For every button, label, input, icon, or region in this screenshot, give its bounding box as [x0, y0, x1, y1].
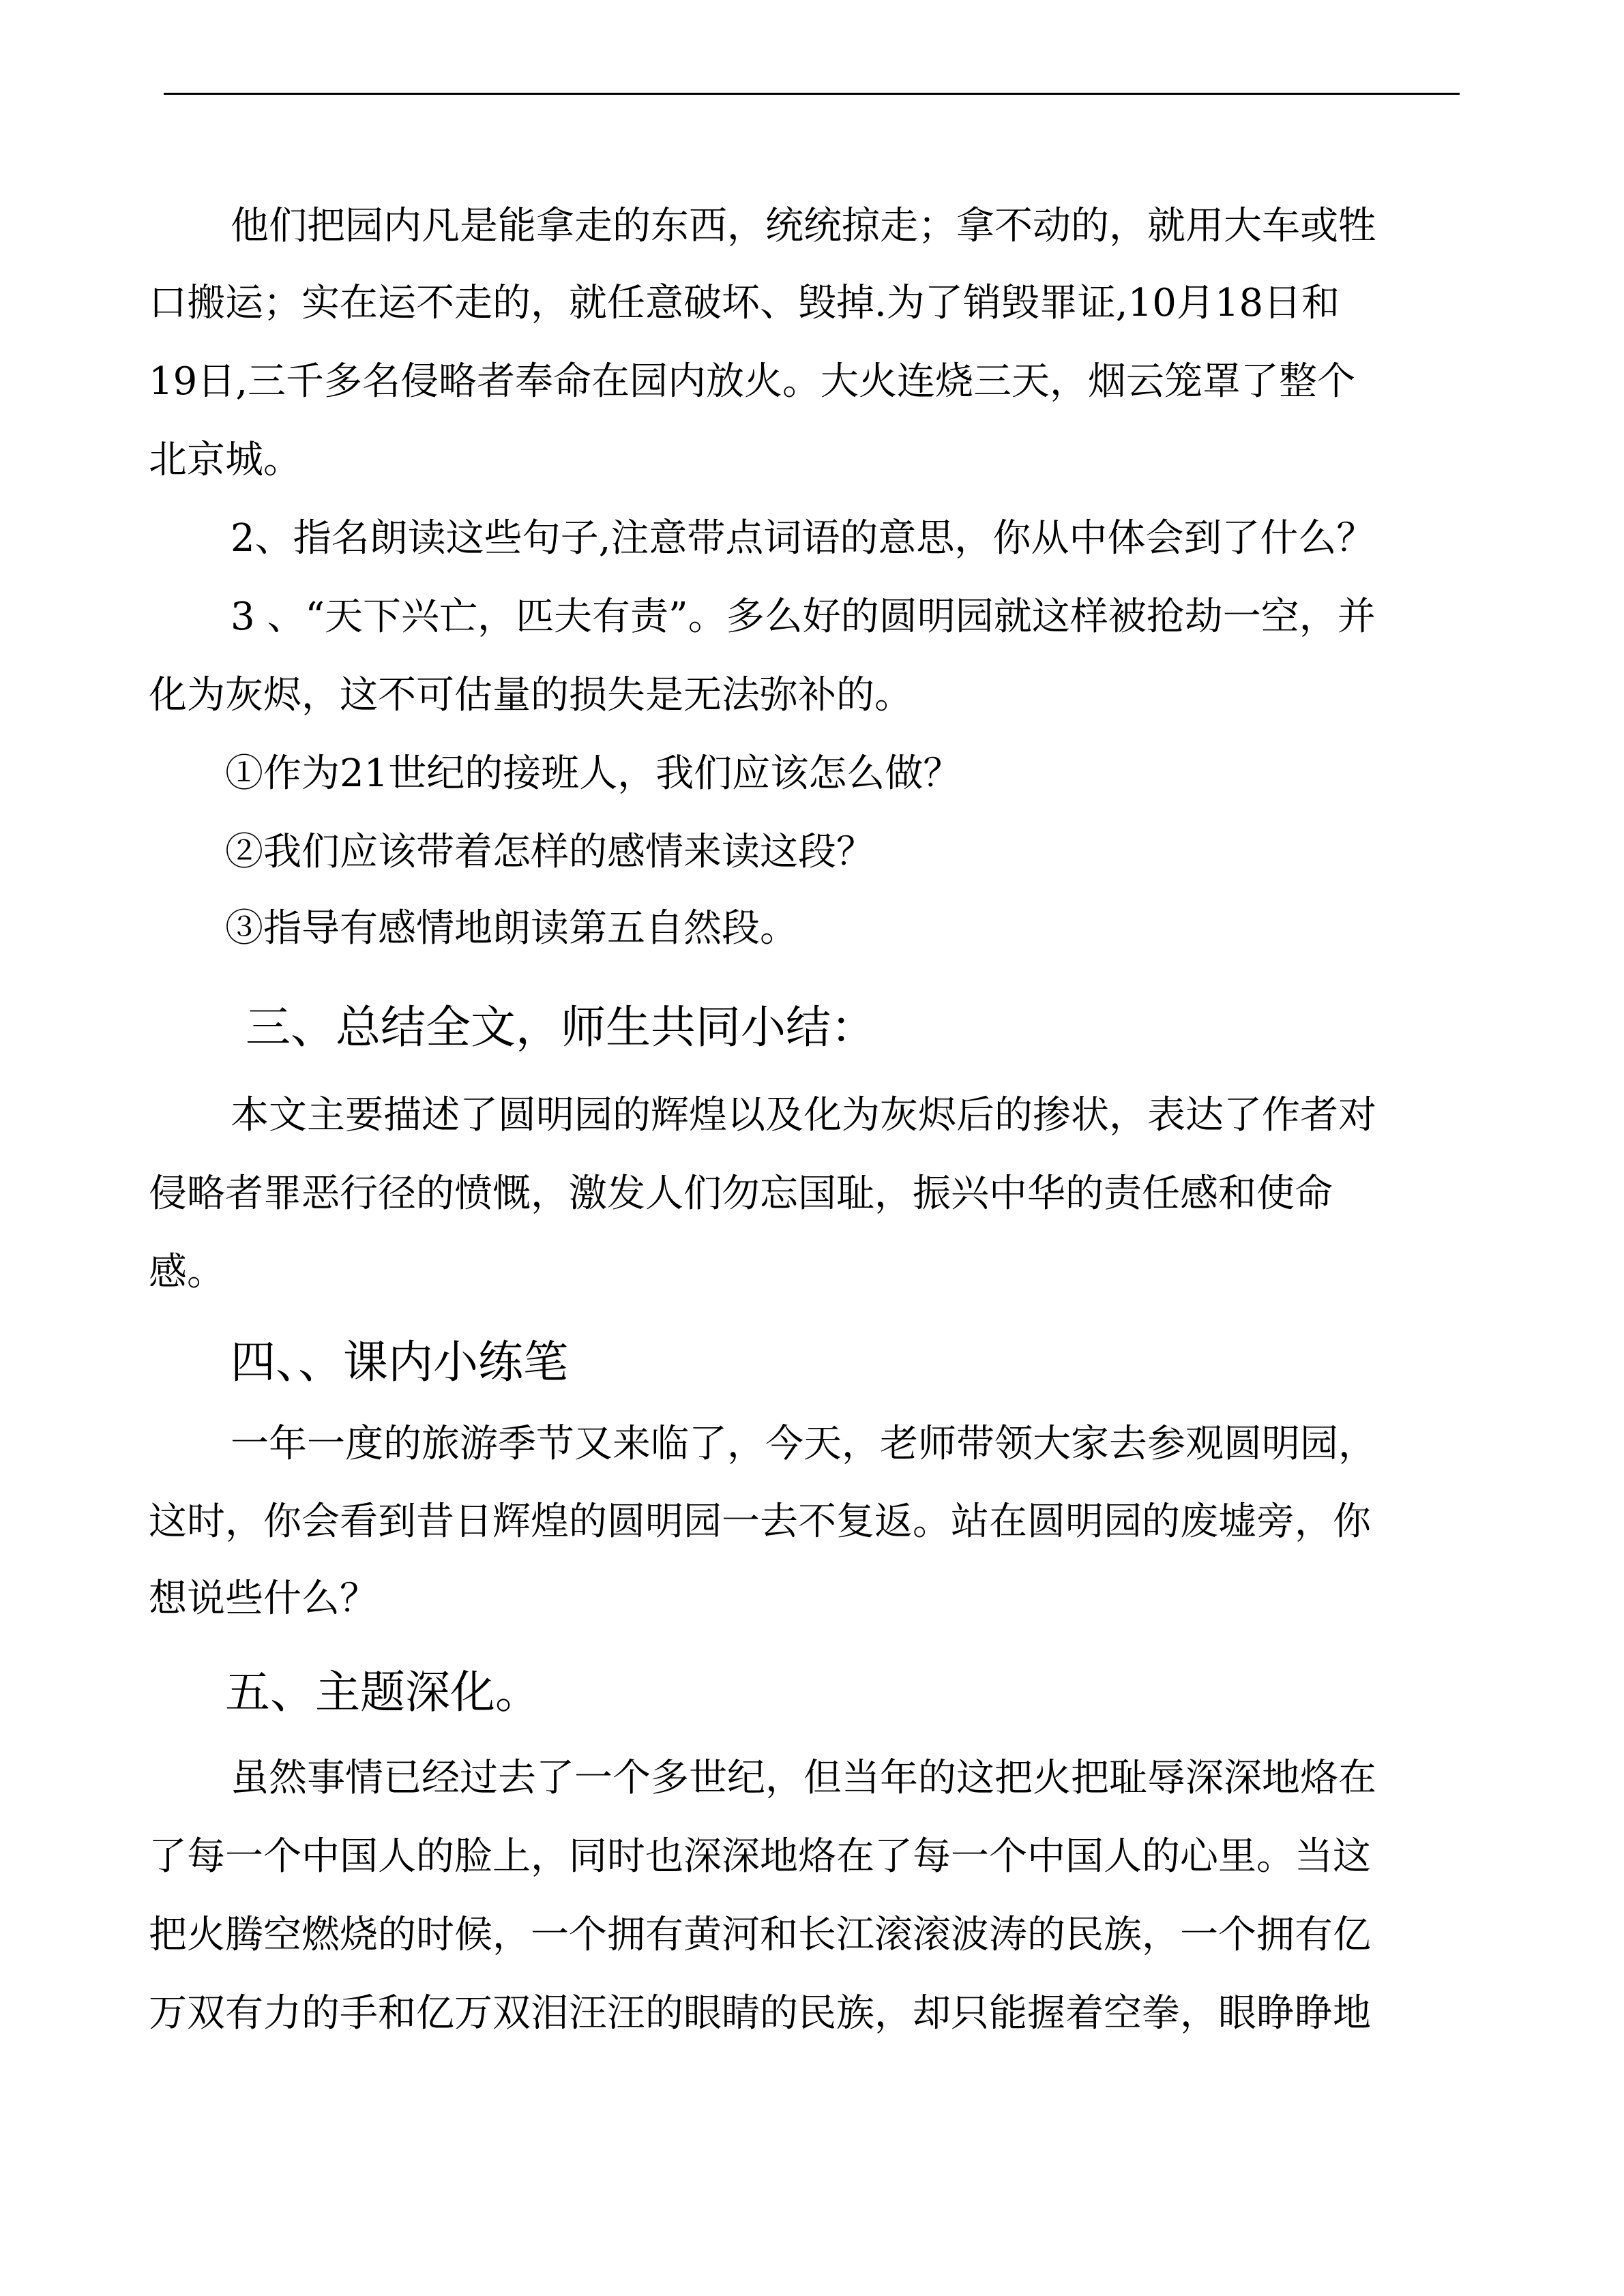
paragraph-line: 感。 [149, 1250, 225, 1294]
paragraph-line: 侵略者罪恶行径的愤慨，激发人们勿忘国耻，振兴中华的责任感和使命 [149, 1172, 1333, 1216]
paragraph-line: 一年一度的旅游季节又来临了，今天，老师带领大家去参观圆明园， [231, 1422, 1376, 1466]
header-rule [164, 93, 1460, 95]
paragraph-line: 3 、“天下兴亡，匹夫有责”。多么好的圆明园就这样被抢劫一空，并 [231, 595, 1376, 639]
paragraph-line: 口搬运；实在运不走的，就任意破坏、毁掉.为了销毁罪证,10月18日和 [149, 281, 1340, 325]
paragraph-line: 把火腾空燃烧的时候，一个拥有黄河和长江滚滚波涛的民族，一个拥有亿 [149, 1913, 1371, 1957]
paragraph-line: 化为灰烬，这不可估量的损失是无法弥补的。 [149, 673, 913, 717]
paragraph-line: 万双有力的手和亿万双泪汪汪的眼睛的民族，却只能握着空拳，眼睁睁地 [149, 1991, 1371, 2036]
paragraph-line: 他们把园内凡是能拿走的东西，统统掠走；拿不动的，就用大车或牲 [231, 204, 1376, 248]
paragraph-line: 虽然事情已经过去了一个多世纪，但当年的这把火把耻辱深深地烙在 [231, 1756, 1376, 1800]
section-heading: 五、主题深化。 [225, 1666, 540, 1718]
paragraph-line: 了每一个中国人的脸上，同时也深深地烙在了每一个中国人的心里。当这 [149, 1834, 1371, 1879]
paragraph-line: 这时，你会看到昔日辉煌的圆明园一去不复返。站在圆明园的废墟旁，你 [149, 1500, 1371, 1544]
paragraph-line: 2、指名朗读这些句子,注意带点词语的意思，你从中体会到了什么？ [231, 516, 1375, 561]
paragraph-line: ③指导有感情地朗读第五自然段。 [225, 906, 798, 951]
paragraph-line: ②我们应该带着怎样的感情来读这段？ [225, 830, 874, 874]
paragraph-line: 本文主要描述了圆明园的辉煌以及化为灰烬后的掺状，表达了作者对 [231, 1093, 1376, 1137]
paragraph-line: 北京城。 [149, 438, 301, 482]
section-heading: 四、、课内小练笔 [231, 1336, 568, 1388]
paragraph-line: 想说些什么？ [149, 1577, 378, 1621]
paragraph-line: ①作为21世纪的接班人，我们应该怎么做？ [225, 751, 962, 796]
paragraph-line: 19日,三千多名侵略者奉命在园内放火。大火连烧三天，烟云笼罩了整个 [149, 359, 1356, 404]
section-heading: 三、总结全文，师生共同小结： [246, 1001, 876, 1054]
